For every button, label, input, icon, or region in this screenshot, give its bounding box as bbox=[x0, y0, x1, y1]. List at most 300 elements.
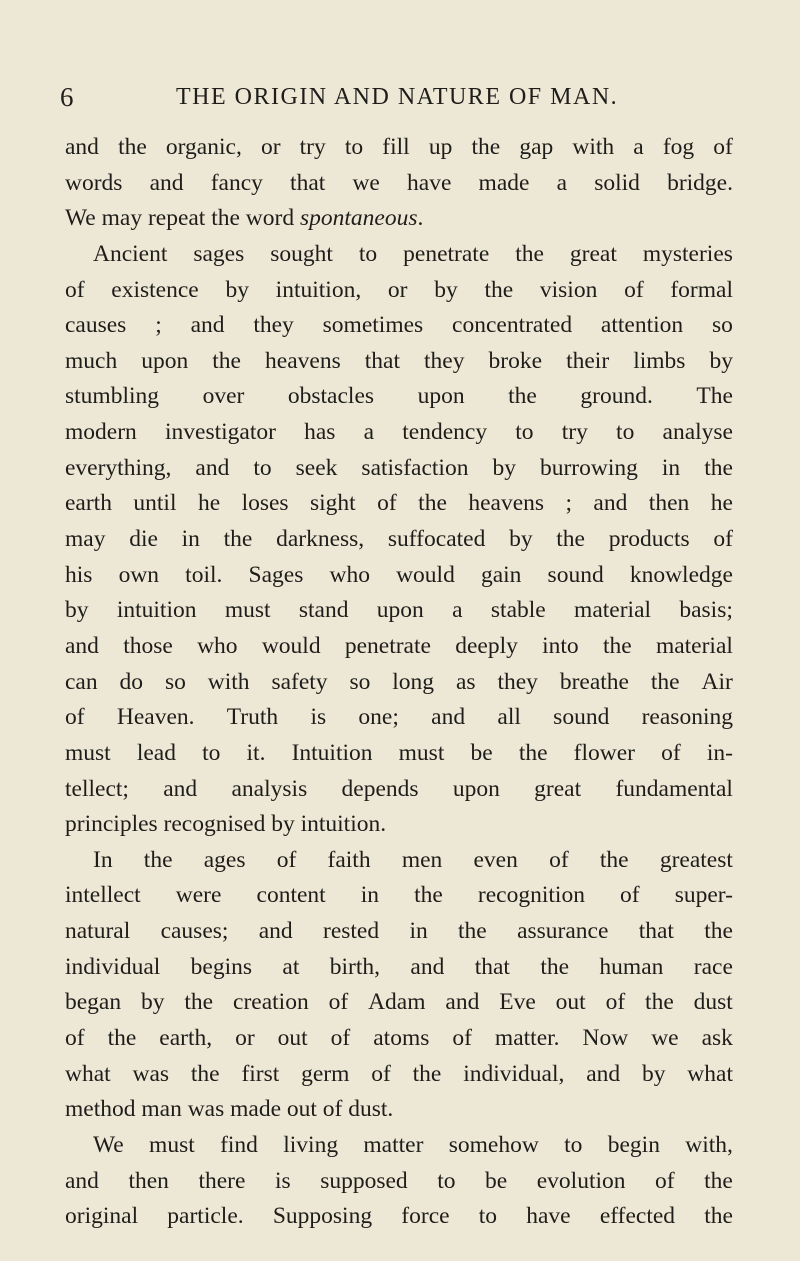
word: we bbox=[352, 169, 380, 196]
word: of bbox=[655, 1167, 675, 1194]
word: the bbox=[602, 632, 632, 659]
paragraph-start-line bbox=[65, 843, 733, 879]
word: recognition bbox=[477, 882, 585, 909]
word: heavens bbox=[265, 347, 341, 374]
word: who bbox=[197, 632, 238, 659]
word: of bbox=[328, 989, 349, 1016]
word: must bbox=[398, 739, 445, 766]
word: over bbox=[202, 383, 245, 410]
word: to bbox=[202, 739, 221, 766]
word: fundamental bbox=[615, 775, 733, 802]
word: Sages bbox=[248, 561, 304, 588]
word: to bbox=[515, 419, 534, 446]
word: super- bbox=[674, 882, 733, 909]
word: the bbox=[599, 846, 629, 873]
word: the bbox=[107, 1025, 137, 1052]
word: individual bbox=[65, 953, 161, 980]
word: a bbox=[452, 597, 463, 624]
word: and bbox=[410, 953, 445, 980]
word: with bbox=[207, 668, 250, 695]
word: by bbox=[709, 347, 733, 374]
word: by bbox=[641, 1060, 666, 1087]
word: with, bbox=[685, 1131, 733, 1158]
word: all bbox=[497, 704, 521, 731]
word: own bbox=[118, 561, 160, 588]
word: the bbox=[515, 240, 544, 267]
word: long bbox=[392, 668, 435, 695]
text-line bbox=[65, 451, 733, 487]
word: causes; bbox=[160, 918, 229, 945]
word: a bbox=[363, 419, 375, 446]
word: dust bbox=[693, 989, 733, 1016]
word: toil. bbox=[185, 561, 223, 588]
word: the bbox=[223, 526, 253, 553]
word: evolution bbox=[536, 1167, 626, 1194]
text-line bbox=[65, 593, 733, 629]
word: matter. bbox=[494, 1025, 560, 1052]
word: knowledge bbox=[629, 561, 733, 588]
word: Ancient bbox=[93, 240, 168, 267]
paragraph-start-line bbox=[65, 1128, 733, 1164]
text-line bbox=[65, 130, 733, 166]
text-line-segment: . bbox=[417, 205, 424, 232]
word: so bbox=[349, 668, 371, 695]
word: by bbox=[141, 989, 165, 1016]
word: and bbox=[586, 1060, 621, 1087]
text-line bbox=[65, 985, 733, 1021]
word: to bbox=[344, 134, 364, 160]
word: and bbox=[149, 169, 184, 196]
word: and bbox=[431, 704, 466, 731]
word: they bbox=[497, 668, 538, 695]
word: deeply bbox=[455, 632, 518, 659]
page-number: 6 bbox=[60, 82, 74, 112]
text-line bbox=[65, 486, 733, 522]
word: the bbox=[412, 1060, 442, 1087]
word: ask bbox=[701, 1025, 733, 1052]
word: lead bbox=[136, 739, 176, 766]
word: material bbox=[655, 632, 733, 659]
word: obstacles bbox=[287, 383, 375, 410]
word: in bbox=[360, 882, 380, 909]
word: in- bbox=[706, 739, 733, 766]
word: Truth bbox=[226, 704, 279, 731]
word: out bbox=[555, 989, 586, 1016]
word: that bbox=[474, 953, 510, 980]
word: sound bbox=[547, 561, 604, 588]
word: fill bbox=[382, 134, 410, 160]
word: of bbox=[65, 276, 85, 303]
word: to bbox=[564, 1131, 583, 1158]
word: up bbox=[428, 134, 453, 160]
word: much bbox=[65, 347, 118, 374]
word: words bbox=[65, 169, 123, 196]
word: fancy bbox=[210, 169, 263, 196]
word: sages bbox=[193, 240, 245, 267]
running-title: THE ORIGIN AND NATURE OF MAN. bbox=[176, 84, 619, 110]
word: original bbox=[65, 1203, 139, 1230]
word: upon bbox=[141, 347, 189, 374]
text-line-segment: We may repeat the word bbox=[65, 205, 300, 232]
word: limbs bbox=[633, 347, 686, 374]
word: what bbox=[687, 1060, 733, 1087]
word: his bbox=[65, 561, 93, 588]
running-head bbox=[60, 79, 750, 115]
word: satisfaction bbox=[361, 454, 469, 481]
word: and bbox=[195, 454, 230, 481]
text-line-with-italic bbox=[65, 201, 733, 237]
word: and bbox=[65, 1167, 99, 1194]
word: of bbox=[713, 134, 733, 160]
word: first bbox=[241, 1060, 280, 1087]
word: great bbox=[534, 775, 582, 802]
word: supposed bbox=[320, 1167, 408, 1194]
word: Intuition bbox=[291, 739, 373, 766]
text-line bbox=[65, 308, 733, 344]
word: sound bbox=[553, 704, 610, 731]
word: must bbox=[224, 597, 271, 624]
word: there bbox=[198, 1167, 246, 1194]
word: find bbox=[220, 1131, 258, 1158]
word: broke bbox=[488, 347, 543, 374]
word: in bbox=[181, 526, 200, 553]
word: mysteries bbox=[642, 240, 733, 267]
word: is bbox=[274, 1167, 291, 1194]
word: We bbox=[93, 1131, 124, 1158]
word: and bbox=[445, 989, 480, 1016]
word: creation bbox=[233, 989, 309, 1016]
word: would bbox=[396, 561, 455, 588]
word: the bbox=[650, 668, 680, 695]
word: it. bbox=[246, 739, 266, 766]
word: has bbox=[304, 419, 336, 446]
word: out bbox=[277, 1025, 308, 1052]
text-line bbox=[65, 950, 733, 986]
word: that bbox=[364, 347, 400, 374]
word: basis; bbox=[679, 597, 733, 624]
word: began bbox=[65, 989, 122, 1016]
word: organic, bbox=[165, 134, 242, 160]
paragraph-start-line bbox=[65, 237, 733, 273]
word: human bbox=[599, 953, 664, 980]
text-line bbox=[65, 772, 733, 808]
word: solid bbox=[594, 169, 640, 196]
text-line bbox=[65, 522, 733, 558]
word: force bbox=[401, 1203, 450, 1230]
word: atoms bbox=[373, 1025, 430, 1052]
word: modern bbox=[65, 419, 137, 446]
word: and bbox=[593, 490, 628, 517]
word: at bbox=[282, 953, 300, 980]
word: rested bbox=[323, 918, 380, 945]
word: breathe bbox=[559, 668, 629, 695]
word: by bbox=[225, 276, 249, 303]
word: great bbox=[569, 240, 617, 267]
word: stumbling bbox=[65, 383, 160, 410]
word: the bbox=[212, 347, 241, 374]
word: the bbox=[704, 918, 733, 945]
word: Adam bbox=[368, 989, 426, 1016]
text-line bbox=[65, 166, 733, 202]
word: must bbox=[149, 1131, 195, 1158]
word: reasoning bbox=[641, 704, 733, 731]
word: in bbox=[661, 454, 681, 481]
word: earth bbox=[65, 490, 112, 517]
word: loses bbox=[241, 490, 289, 517]
text-line bbox=[65, 629, 733, 665]
text-line bbox=[65, 379, 733, 415]
word: germ bbox=[301, 1060, 350, 1087]
word: analysis bbox=[231, 775, 308, 802]
word: even bbox=[473, 846, 518, 873]
word: Eve bbox=[499, 989, 536, 1016]
word: then bbox=[648, 490, 690, 517]
word: of bbox=[452, 1025, 472, 1052]
word: be bbox=[485, 1167, 508, 1194]
word: penetrate bbox=[344, 632, 431, 659]
word: Supposing bbox=[272, 1203, 373, 1230]
word: were bbox=[175, 882, 222, 909]
word: The bbox=[696, 383, 733, 410]
word: effected bbox=[599, 1203, 676, 1230]
word: of bbox=[549, 846, 569, 873]
word: one; bbox=[358, 704, 399, 731]
word: everything, bbox=[65, 454, 172, 481]
word: die bbox=[129, 526, 158, 553]
word: by bbox=[492, 454, 516, 481]
word: seek bbox=[295, 454, 338, 481]
text-line bbox=[65, 1164, 733, 1200]
word: of bbox=[65, 1025, 85, 1052]
word: of bbox=[661, 739, 681, 766]
word: he bbox=[710, 490, 733, 517]
word: stand bbox=[298, 597, 349, 624]
word: attention bbox=[600, 312, 684, 339]
word: and bbox=[65, 632, 99, 659]
word: ; bbox=[155, 312, 162, 339]
word: their bbox=[566, 347, 610, 374]
word: to bbox=[358, 240, 378, 267]
word: the bbox=[414, 882, 443, 909]
word: depends bbox=[341, 775, 419, 802]
word: by bbox=[509, 526, 533, 553]
word: sought bbox=[270, 240, 333, 267]
word: to bbox=[478, 1203, 498, 1230]
word: the bbox=[458, 918, 487, 945]
text-line bbox=[65, 344, 733, 380]
word: particle. bbox=[167, 1203, 244, 1230]
word: they bbox=[424, 347, 465, 374]
word: the bbox=[118, 134, 147, 160]
word: ground. bbox=[580, 383, 653, 410]
word: would bbox=[261, 632, 321, 659]
word: sometimes bbox=[322, 312, 424, 339]
word: what bbox=[65, 1060, 111, 1087]
word: have bbox=[526, 1203, 571, 1230]
word: Air bbox=[701, 668, 733, 695]
word: the bbox=[143, 846, 173, 873]
word: faith bbox=[327, 846, 371, 873]
word: with bbox=[572, 134, 615, 160]
word: the bbox=[556, 526, 585, 553]
word: the bbox=[484, 276, 514, 303]
word: try bbox=[299, 134, 326, 160]
word: of bbox=[276, 846, 297, 873]
word: have bbox=[407, 169, 452, 196]
word: or bbox=[387, 276, 408, 303]
paragraph-end-line: principles recognised by intuition. bbox=[65, 811, 387, 838]
word: concentrated bbox=[452, 312, 573, 339]
word: individual, bbox=[463, 1060, 565, 1087]
word: existence bbox=[111, 276, 199, 303]
word: penetrate bbox=[403, 240, 490, 267]
word: those bbox=[123, 632, 173, 659]
word: Now bbox=[582, 1025, 629, 1052]
word: that bbox=[290, 169, 326, 196]
word: bridge. bbox=[667, 169, 733, 196]
word: of bbox=[65, 704, 85, 731]
word: until bbox=[133, 490, 177, 517]
word: intellect bbox=[65, 882, 141, 909]
word: upon bbox=[417, 383, 465, 410]
word: into bbox=[542, 632, 579, 659]
word: burrowing bbox=[539, 454, 638, 481]
word: that bbox=[638, 918, 674, 945]
word: and bbox=[258, 918, 293, 945]
word: content bbox=[256, 882, 326, 909]
word: then bbox=[128, 1167, 169, 1194]
word: of bbox=[371, 1060, 391, 1087]
word: the bbox=[471, 134, 501, 160]
word: analyse bbox=[662, 419, 733, 446]
word: natural bbox=[65, 918, 131, 945]
word: must bbox=[65, 739, 111, 766]
word: or bbox=[235, 1025, 255, 1052]
word: gain bbox=[480, 561, 522, 588]
word: tellect; bbox=[65, 775, 129, 802]
word: earth, bbox=[159, 1025, 213, 1052]
word: intuition bbox=[116, 597, 197, 624]
word: sight bbox=[310, 490, 356, 517]
word: a bbox=[633, 134, 644, 160]
word: they bbox=[253, 312, 294, 339]
word: or bbox=[260, 134, 281, 160]
word: of bbox=[624, 276, 644, 303]
word: begins bbox=[190, 953, 253, 980]
word: by bbox=[65, 597, 89, 624]
word: so bbox=[712, 312, 733, 339]
word: heavens bbox=[468, 490, 545, 517]
word: gap bbox=[519, 134, 554, 160]
word: safety bbox=[271, 668, 328, 695]
word: may bbox=[65, 526, 106, 553]
word: of bbox=[713, 526, 733, 553]
word: greatest bbox=[659, 846, 733, 873]
word: material bbox=[574, 597, 652, 624]
word: try bbox=[561, 419, 588, 446]
text-line bbox=[65, 415, 733, 451]
word: flower bbox=[573, 739, 635, 766]
word: the bbox=[418, 490, 447, 517]
word: to bbox=[616, 419, 635, 446]
word: of bbox=[605, 989, 626, 1016]
word: the bbox=[190, 1060, 220, 1087]
word: products bbox=[608, 526, 690, 553]
word: of bbox=[330, 1025, 351, 1052]
word: of bbox=[620, 882, 640, 909]
word: who bbox=[329, 561, 370, 588]
word: living bbox=[283, 1131, 339, 1158]
word: can bbox=[65, 668, 98, 695]
word: as bbox=[455, 668, 476, 695]
word: he bbox=[197, 490, 221, 517]
word: upon bbox=[452, 775, 500, 802]
word: formal bbox=[670, 276, 733, 303]
word: a bbox=[556, 169, 568, 196]
word: to bbox=[253, 454, 272, 481]
text-line bbox=[65, 914, 733, 950]
body-text bbox=[65, 130, 733, 1235]
word: made bbox=[478, 169, 530, 196]
word: In bbox=[93, 846, 113, 873]
word: is bbox=[310, 704, 327, 731]
italic-word: spontaneous bbox=[299, 205, 418, 232]
word: assurance bbox=[517, 918, 609, 945]
word: do bbox=[119, 668, 144, 695]
word: stable bbox=[490, 597, 546, 624]
text-line bbox=[65, 273, 733, 309]
word: matter bbox=[363, 1131, 424, 1158]
word: investigator bbox=[164, 419, 276, 446]
word: race bbox=[693, 953, 733, 980]
word: so bbox=[164, 668, 186, 695]
word: suffocated bbox=[387, 526, 486, 553]
word: begin bbox=[607, 1131, 660, 1158]
word: Heaven. bbox=[116, 704, 195, 731]
word: to bbox=[437, 1167, 456, 1194]
paragraph-end-line: method man was made out of dust. bbox=[65, 1096, 394, 1123]
word: the bbox=[645, 989, 674, 1016]
word: causes bbox=[65, 312, 127, 339]
word: was bbox=[132, 1060, 170, 1087]
word: the bbox=[518, 739, 548, 766]
word: the bbox=[508, 383, 537, 410]
word: the bbox=[704, 1203, 733, 1230]
word: fog bbox=[662, 134, 695, 160]
text-line bbox=[65, 736, 733, 772]
text-line bbox=[65, 1199, 733, 1235]
text-line bbox=[65, 1057, 733, 1093]
word: and bbox=[190, 312, 225, 339]
text-line bbox=[65, 700, 733, 736]
word: somehow bbox=[448, 1131, 539, 1158]
word: the bbox=[704, 1167, 733, 1194]
word: and bbox=[65, 134, 99, 160]
word: birth, bbox=[329, 953, 381, 980]
word: tendency bbox=[402, 419, 488, 446]
word: ages bbox=[203, 846, 246, 873]
text-line bbox=[65, 878, 733, 914]
word: by bbox=[434, 276, 458, 303]
word: darkness, bbox=[276, 526, 365, 553]
word: ; bbox=[565, 490, 572, 517]
text-line bbox=[65, 1021, 733, 1057]
word: in bbox=[409, 918, 428, 945]
word: the bbox=[704, 454, 733, 481]
word: of bbox=[377, 490, 397, 517]
word: the bbox=[184, 989, 214, 1016]
word: men bbox=[401, 846, 443, 873]
